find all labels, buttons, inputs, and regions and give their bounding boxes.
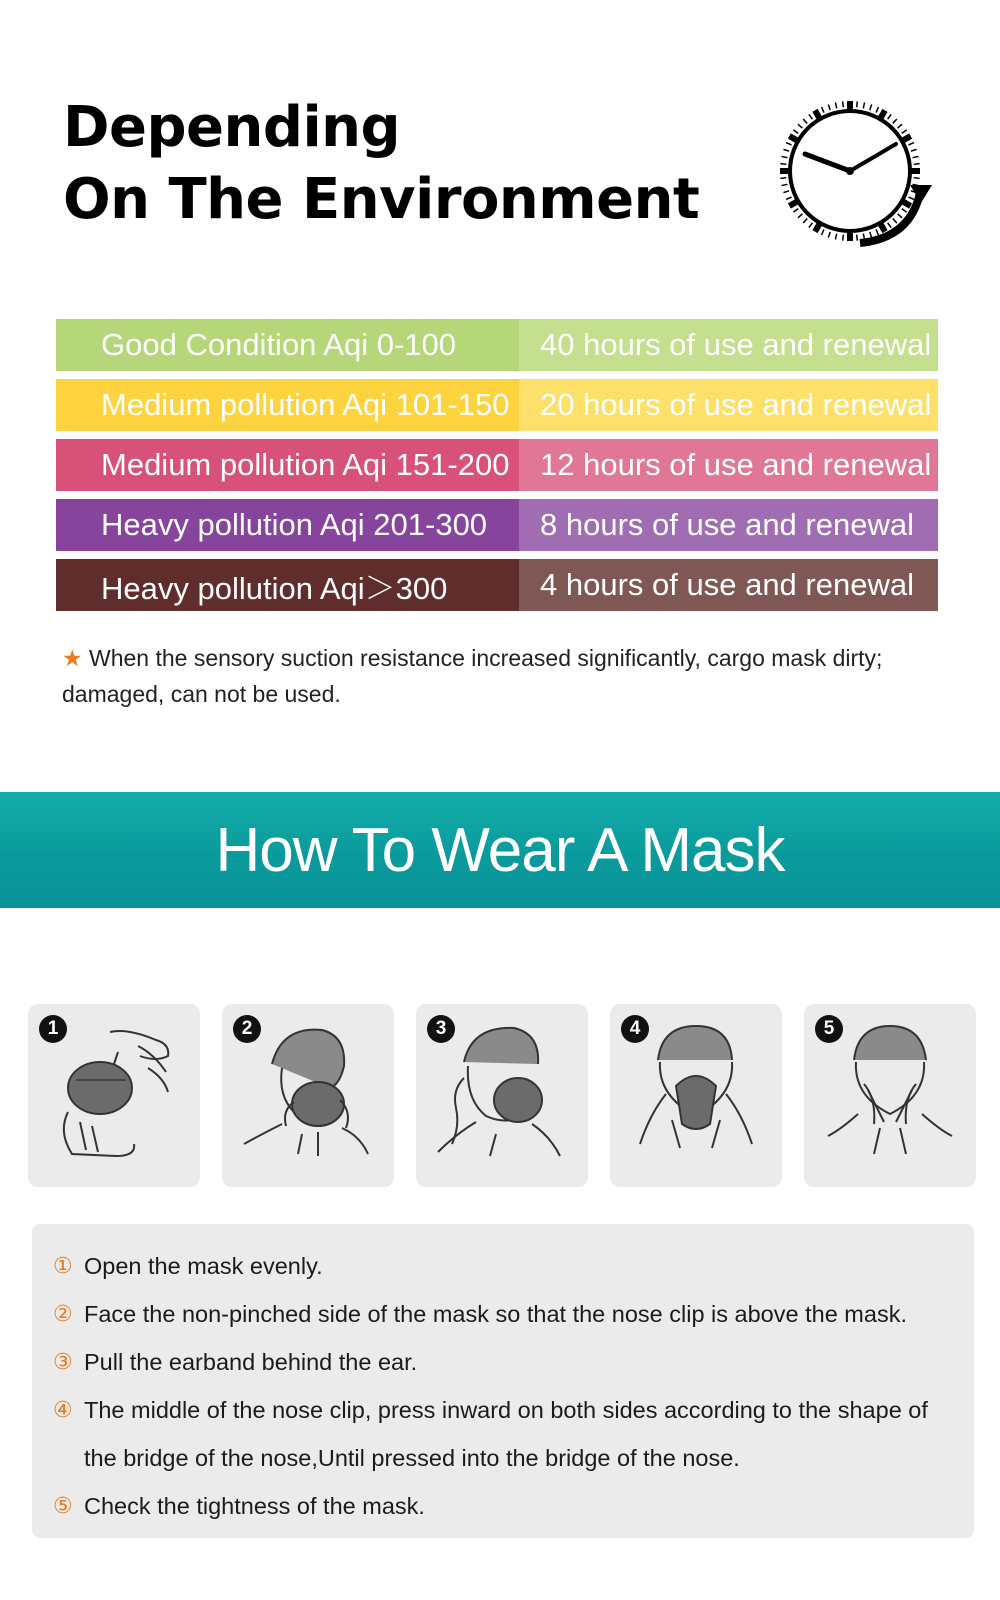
step-card-4 [610,1004,782,1187]
instruction-number: ② [53,1301,73,1326]
step-number: 3 [427,1015,455,1043]
aqi-condition: Medium pollution Aqi 151-200 [56,439,519,491]
aqi-usage: 40 hours of use and renewal [519,319,938,371]
page-title-line1: Depending [63,95,401,160]
instruction-number: ④ [53,1397,73,1422]
aqi-usage: 12 hours of use and renewal [519,439,938,491]
step-card-1 [28,1004,200,1187]
step-card-3 [416,1004,588,1187]
star-icon: ★ [62,645,83,671]
aqi-row [56,319,938,371]
page-title-line2: On The Environment [63,167,700,232]
aqi-condition: Medium pollution Aqi 101-150 [56,379,519,431]
step-card-5 [804,1004,976,1187]
aqi-row [56,499,938,551]
aqi-usage: 8 hours of use and renewal [519,499,938,551]
page-title [63,92,699,236]
instruction-text: Open the mask evenly. [84,1253,323,1279]
instruction-item [53,1482,974,1530]
instruction-item [53,1290,974,1338]
aqi-condition: Heavy pollution Aqi＞300 [56,559,519,611]
instructions-panel [32,1224,974,1538]
instruction-text: Pull the earband behind the ear. [84,1349,418,1375]
step-number: 4 [621,1015,649,1043]
aqi-condition: Good Condition Aqi 0-100 [56,319,519,371]
step-number: 5 [815,1015,843,1043]
aqi-usage: 20 hours of use and renewal [519,379,938,431]
warning-note-text: When the sensory suction resistance increased significantly, cargo mask dirty; damaged, can not be used. [62,645,883,707]
section-title: How To Wear A Mask [215,815,785,885]
step-number: 2 [233,1015,261,1043]
aqi-usage-table [56,319,938,619]
warning-note [62,640,942,712]
aqi-row [56,379,938,431]
aqi-row [56,439,938,491]
aqi-condition: Heavy pollution Aqi 201-300 [56,499,519,551]
instruction-text: Check the tightness of the mask. [84,1493,425,1519]
instruction-item [53,1242,974,1290]
instruction-number: ③ [53,1349,73,1374]
step-card-2 [222,1004,394,1187]
aqi-row [56,559,938,611]
instruction-item [53,1338,974,1386]
aqi-usage: 4 hours of use and renewal [519,559,938,611]
clock-icon [770,93,940,263]
section-banner [0,792,1000,908]
instruction-text: Face the non-pinched side of the mask so that the nose clip is above the mask. [84,1301,907,1327]
step-number: 1 [39,1015,67,1043]
instruction-number: ① [53,1253,73,1278]
instruction-number: ⑤ [53,1493,73,1518]
instruction-text: The middle of the nose clip, press inward on both sides according to the shape of the bridge of the nose,Until pressed into the bridge of the nose. [84,1397,928,1471]
instruction-item [53,1386,974,1482]
step-illustrations [28,1004,976,1187]
